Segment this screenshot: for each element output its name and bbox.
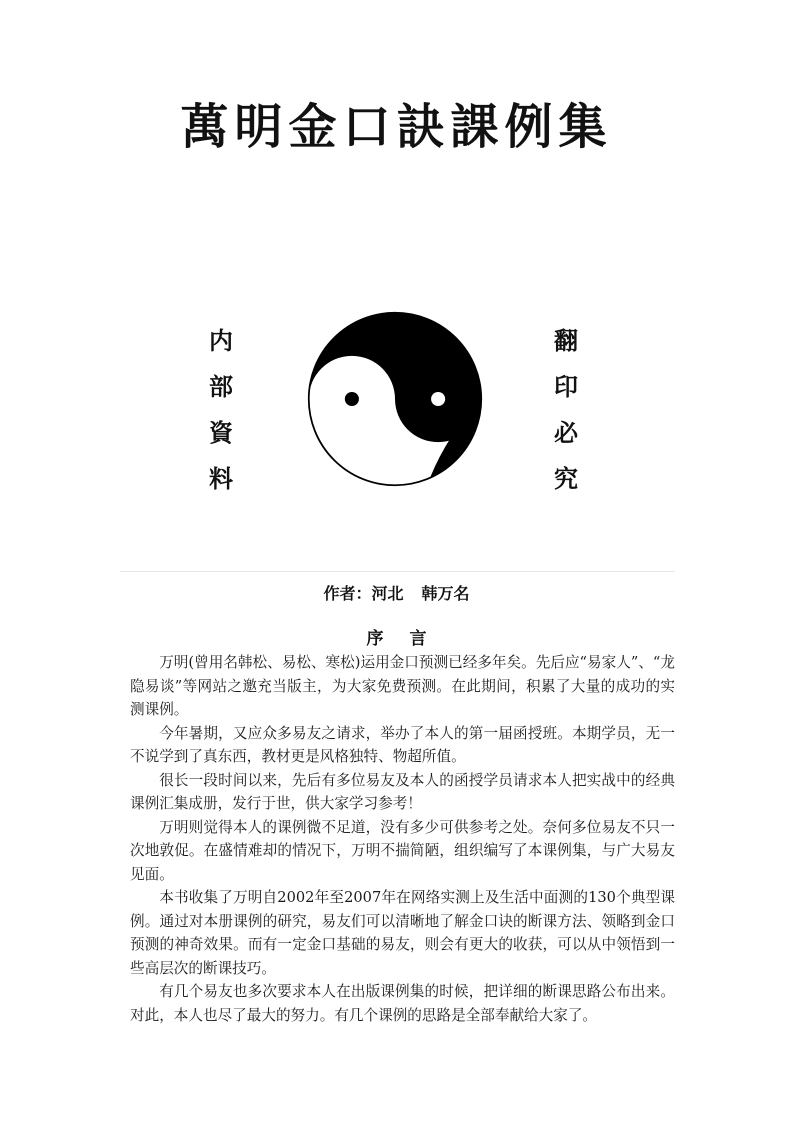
document-title: 萬明金口訣課例集 — [180, 99, 613, 155]
preface-body — [130, 651, 675, 1027]
left-char: 内 — [209, 326, 233, 355]
paragraph: 今年暑期，又应众多易友之请求，举办了本人的第一届函授班。本期学员，无一不说学到了真东西，教材更是风格独特、物超所值。 — [130, 724, 675, 765]
preface-title: 序言 — [366, 629, 453, 649]
left-vertical-text — [201, 318, 241, 502]
author-label: 作者：河北 — [323, 584, 404, 603]
right-char: 究 — [554, 464, 578, 493]
paragraph: 万明则觉得本人的课例微不足道，没有多少可供参考之处。奈何多位易友不只一次地敦促。在盛情难却的情况下，万明不揣简陋，组织编写了本课例集，与广大易友见面。 — [130, 818, 675, 883]
left-char: 資 — [209, 418, 233, 447]
right-char: 印 — [554, 372, 578, 401]
left-char: 料 — [209, 464, 233, 493]
right-char: 必 — [554, 418, 578, 447]
paragraph: 万明(曾用名韩松、易松、寒松)运用金口预测已经多年矣。先后应“易家人”、“龙隐易谈”等网站之邀充当版主，为大家免费预测。在此期间，积累了大量的成功的实测课例。 — [130, 654, 675, 718]
paragraph: 很长一段时间以来，先后有多位易友及本人的函授学员请求本人把实战中的经典课例汇集成册，发行于世，供大家学习参考！ — [130, 771, 675, 812]
taiji-icon — [307, 311, 483, 487]
author-name: 韩万名 — [421, 584, 470, 603]
paragraph: 有几个易友也多次要求本人在出版课例集的时候，把详细的断课思路公布出来。对此，本人也尽了最大的努力。有几个课例的思路是全部奉献给大家了。 — [130, 983, 675, 1024]
divider-line — [120, 571, 675, 572]
paragraph: 本书收集了万明自2002年至2007年在网络实测上及生活中面测的130个典型课例。通过对本册课例的研究，易友们可以清晰地了解金口诀的断课方法、领略到金口预测的神奇效果。而有一定金口基础的易友，则会有更大的收获，可以从中领悟到一些高层次的断课技巧。 — [130, 889, 675, 977]
right-vertical-text — [546, 318, 586, 502]
author-line — [0, 581, 793, 604]
right-char: 翻 — [554, 326, 578, 355]
left-char: 部 — [209, 372, 233, 401]
